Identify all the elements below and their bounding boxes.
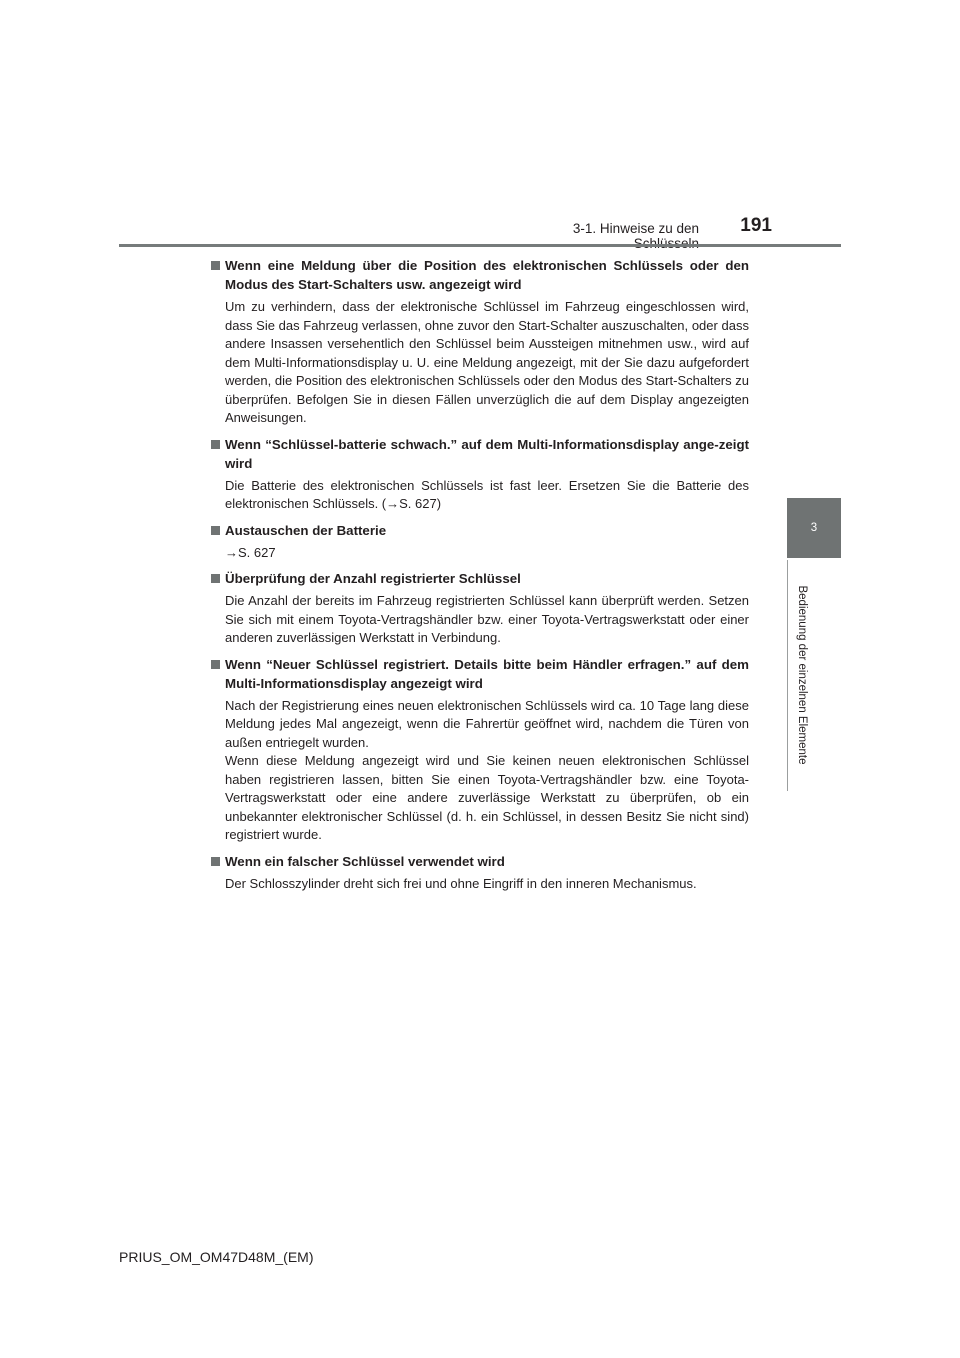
header-divider — [119, 244, 841, 247]
square-bullet-icon — [211, 574, 220, 583]
section-registered-keys — [211, 569, 749, 648]
section-heading — [211, 569, 749, 588]
section-heading-text: Wenn “Neuer Schlüssel registriert. Details bitte beim Händler erfragen.” auf dem Multi-Informationsdisplay angezeigt wird — [225, 656, 749, 691]
section-heading-text: Überprüfung der Anzahl registrierter Schlüssel — [225, 571, 521, 586]
section-heading — [211, 852, 749, 871]
section-heading-text: Wenn ein falscher Schlüssel verwendet wird — [225, 853, 505, 869]
section-paragraph: Nach der Registrierung eines neuen elektronischen Schlüssels wird ca. 10 Tage lang diese Meldung jedes Mal angezeigt, wenn die Fahrertür geöffnet wird, nachdem die Türen von außen entriegelt wurden. — [225, 697, 749, 750]
section-heading — [211, 256, 749, 294]
square-bullet-icon — [211, 261, 220, 270]
page-number: 191 — [740, 215, 772, 236]
section-heading-text: Austauschen der Batterie — [225, 522, 387, 538]
section-heading-text: Wenn eine Meldung über die Position des elektronischen Schlüssels oder den Modus des Start-Schalters usw. angezeigt wird — [225, 258, 749, 292]
section-wrong-key — [211, 852, 749, 894]
chapter-tab-title: Bedienung der einzelnen Elemente — [796, 585, 808, 765]
square-bullet-icon — [211, 526, 220, 535]
section-paragraph: Um zu verhindern, dass der elektronische Schlüssel im Fahrzeug eingeschlossen wird, dass Sie das Fahrzeug verlassen, ohne zuvor den Start-Schalter auszuschalten, oder dass andere Insassen versehentlich den Schlüssel beim Aussteigen mitnehmen usw., wird auf dem Multi-Informationsdisplay u. U. eine Meldung angezeigt, mit der Sie dazu aufgefordert werden, die Position des elektronischen Schlüssels oder den Modus des Start-Schalters zu überprüfen. Befolgen Sie in diesen Fällen unverzüglich die auf dem Display angezeigten Anweisungen. — [225, 299, 749, 425]
section-key-position-message — [211, 256, 749, 428]
section-heading-text: Wenn “Schlüssel-batterie schwach.” auf dem Multi-Informationsdisplay ange-zeigt wird — [225, 436, 749, 471]
page-content — [211, 256, 749, 900]
section-heading — [211, 435, 749, 473]
section-new-key-registered — [211, 655, 749, 845]
chapter-tab-number: 3 — [787, 498, 841, 558]
page-reference-link: →S. 627 — [225, 544, 276, 560]
section-heading — [211, 521, 749, 540]
square-bullet-icon — [211, 857, 220, 866]
section-paragraph: Wenn diese Meldung angezeigt wird und Sie keinen neuen elektronischen Schlüssel haben registrieren lassen, bitten Sie einen Toyota-Vertragshändler bzw. eine Toyota-Vertragswerkstatt oder eine andere zuverlässige Werkstatt zu überprüfen, ob ein unbekannter elektronischer Schlüssel (d. h. ein Schlüssel, in dessen Besitz Sie nicht sind) registriert wurde. — [225, 753, 749, 842]
section-battery-low — [211, 435, 749, 514]
document-code: PRIUS_OM_OM47D48M_(EM) — [119, 1249, 314, 1265]
section-replace-battery — [211, 521, 749, 563]
section-paragraph: Der Schlosszylinder dreht sich frei und ohne Eingriff in den inneren Mechanismus. — [225, 875, 697, 891]
section-paragraph: Die Batterie des elektronischen Schlüssels ist fast leer. Ersetzen Sie die Batterie des elektronischen Schlüssels. (→S. 627) — [225, 477, 749, 511]
header-section-title: 3-1. Hinweise zu den — [572, 221, 699, 236]
square-bullet-icon — [211, 440, 220, 449]
square-bullet-icon — [211, 660, 220, 669]
section-paragraph: Die Anzahl der bereits im Fahrzeug registrierten Schlüssel kann überprüft werden. Setzen Sie sich mit einem Toyota-Vertragshändler bzw. einer Toyota-Vertragswerkstatt oder einer anderen zuverlässigen Werkstatt in Verbindung. — [225, 593, 749, 645]
section-heading — [211, 655, 749, 693]
